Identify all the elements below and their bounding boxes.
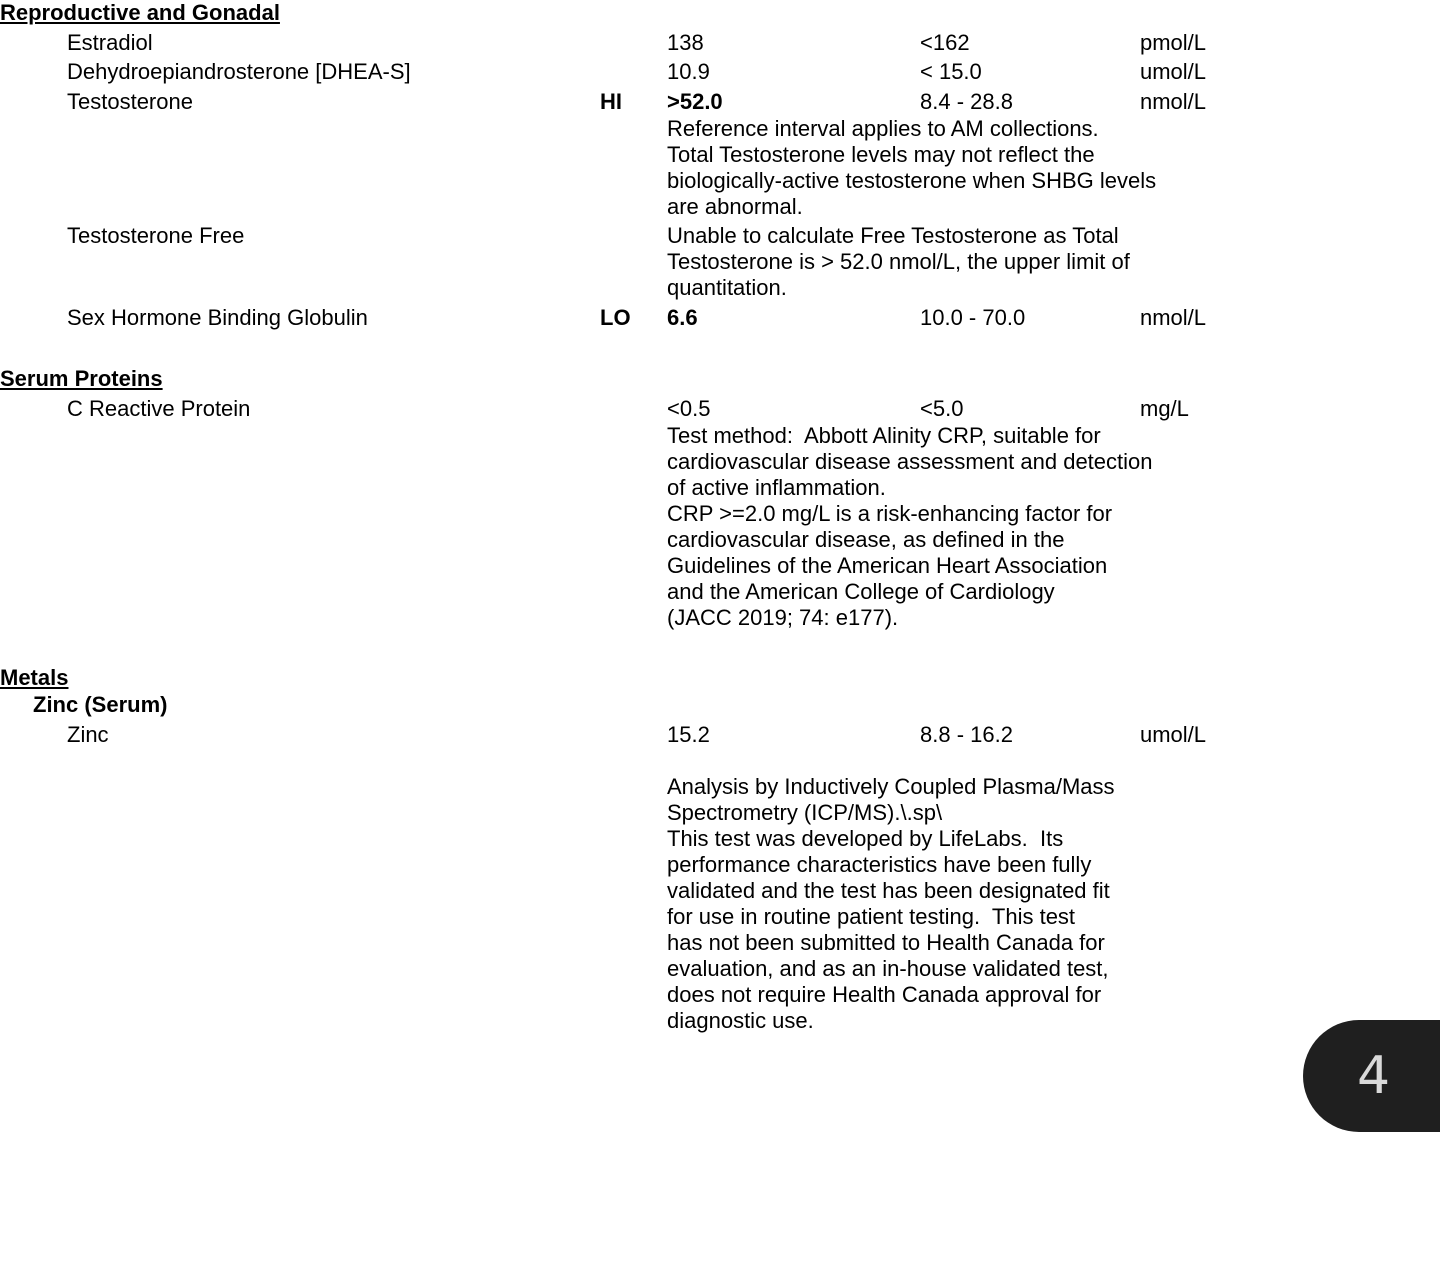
note-line: and the American College of Cardiology	[667, 579, 1055, 604]
section-title-reproductive: Reproductive and Gonadal	[0, 0, 280, 25]
note-line: biologically-active testosterone when SHBG levels	[667, 168, 1157, 193]
table-row-zinc	[0, 722, 1440, 748]
note-line: validated and the test has been designated fit	[667, 878, 1110, 903]
testosterone-free-note	[667, 223, 1130, 301]
note-line: Unable to calculate Free Testosterone as Total	[667, 223, 1119, 248]
note-line: has not been submitted to Health Canada for	[667, 930, 1105, 955]
note-line: performance characteristics have been fully	[667, 852, 1092, 877]
note-line: diagnostic use.	[667, 1008, 814, 1033]
section-title-serum-proteins: Serum Proteins	[0, 366, 163, 391]
note-line: Spectrometry (ICP/MS).\.sp\	[667, 800, 943, 825]
abnormal-flag-high: HI	[600, 89, 622, 114]
note-line: Guidelines of the American Heart Association	[667, 553, 1108, 578]
note-line: of active inflammation.	[667, 475, 886, 500]
table-row-testosterone	[0, 89, 1440, 115]
section-title-metals: Metals	[0, 665, 69, 690]
reference-range: <5.0	[920, 396, 964, 421]
note-line: Testosterone is > 52.0 nmol/L, the upper limit of	[667, 249, 1130, 274]
test-value: 6.6	[667, 305, 698, 330]
note-line: Reference interval applies to AM collections.	[667, 116, 1099, 141]
test-unit: nmol/L	[1140, 305, 1207, 330]
test-value: <0.5	[667, 396, 711, 421]
note-line: cardiovascular disease, as defined in the	[667, 527, 1065, 552]
test-value: 15.2	[667, 722, 710, 747]
test-name: Testosterone Free	[67, 223, 245, 248]
note-line: does not require Health Canada approval for	[667, 982, 1102, 1007]
reference-range: 10.0 - 70.0	[920, 305, 1026, 330]
reference-range: 8.4 - 28.8	[920, 89, 1013, 114]
test-unit: umol/L	[1140, 59, 1207, 84]
test-name: Zinc	[67, 722, 109, 747]
note-line: quantitation.	[667, 275, 787, 300]
note-line: Test method: Abbott Alinity CRP, suitable for	[667, 423, 1101, 448]
note-line: evaluation, and as an in-house validated test,	[667, 956, 1109, 981]
page-number: 4	[1357, 1046, 1391, 1106]
test-name: Estradiol	[67, 30, 153, 55]
test-name: Testosterone	[67, 89, 193, 114]
note-line: cardiovascular disease assessment and detection	[667, 449, 1153, 474]
note-line: This test was developed by LifeLabs. Its	[667, 826, 1064, 851]
table-row-shbg	[0, 305, 1440, 331]
abnormal-flag-low: LO	[600, 305, 631, 330]
reference-range: < 15.0	[920, 59, 982, 84]
note-line: Total Testosterone levels may not reflect the	[667, 142, 1095, 167]
reference-range: <162	[920, 30, 970, 55]
note-line: CRP >=2.0 mg/L is a risk-enhancing factor for	[667, 501, 1113, 526]
zinc-note	[667, 774, 1115, 1034]
subsection-title-zinc-serum: Zinc (Serum)	[33, 692, 168, 717]
test-unit: umol/L	[1140, 722, 1207, 747]
test-unit: pmol/L	[1140, 30, 1207, 55]
note-line: for use in routine patient testing. This test	[667, 904, 1076, 929]
page-number-badge[interactable]	[1303, 1020, 1440, 1132]
test-value: 10.9	[667, 59, 710, 84]
crp-note	[667, 423, 1153, 631]
note-line: Analysis by Inductively Coupled Plasma/Mass	[667, 774, 1115, 799]
test-unit: mg/L	[1140, 396, 1189, 421]
test-value: >52.0	[667, 89, 723, 114]
testosterone-note	[667, 116, 1156, 220]
table-row-dhea	[0, 59, 1440, 85]
reference-range: 8.8 - 16.2	[920, 722, 1013, 747]
test-name: Sex Hormone Binding Globulin	[67, 305, 368, 330]
note-line: (JACC 2019; 74: e177).	[667, 605, 899, 630]
table-row-estradiol	[0, 30, 1440, 56]
note-line: are abnormal.	[667, 194, 803, 219]
test-unit: nmol/L	[1140, 89, 1207, 114]
test-name: Dehydroepiandrosterone [DHEA-S]	[67, 59, 411, 84]
test-name: C Reactive Protein	[67, 396, 251, 421]
test-value: 138	[667, 30, 704, 55]
table-row-crp	[0, 396, 1440, 422]
